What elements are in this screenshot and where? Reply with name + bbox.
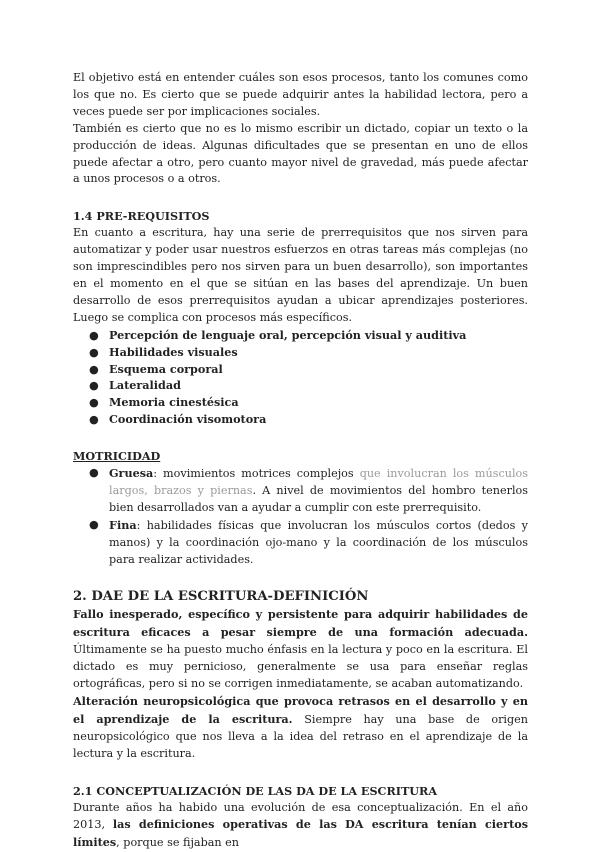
- bullet-icon: ●: [89, 344, 99, 359]
- list-item-fina: ● Fina: habilidades físicas que involucran los músculos cortos (dedos y manos) y la coordinación ojo-mano y la coordinación de los músculos para realizar actividades.: [89, 517, 528, 566]
- spacer: [73, 188, 528, 208]
- term-fina: Fina: [109, 517, 137, 532]
- intro-paragraph-1: El objetivo está en entender cuáles son esos procesos, tanto los comunes como los que no. Es cierto que se puede adquirir antes la habilidad lectora, pero a veces puede ser por implicaciones sociales.: [73, 71, 528, 118]
- bullet-icon: ●: [89, 361, 99, 376]
- spacer: [73, 568, 528, 588]
- conceptualizacion-paragraph: Durante años ha habido una evolución de esa conceptualización. En el año 2013, las definiciones operativas de las DA escritura tenían ciertos límites, porque se fijaban en: [73, 800, 528, 850]
- muted-text: que involucran los músculos largos, brazos y piernas: [109, 467, 529, 497]
- term-gruesa: Gruesa: [109, 466, 154, 481]
- bullet-icon: ●: [89, 517, 99, 531]
- intro-paragraph-2: También es cierto que no es lo mismo escribir un dictado, copiar un texto o la producción de ideas. Algunas dificultades que se presentan en uno de ellos puede afectar a otro, pero cuanto mayor nivel de gravedad, más puede afectar a unos procesos o a otros.: [73, 121, 528, 186]
- spacer: [73, 428, 528, 448]
- list-item: ● Lateralidad: [89, 378, 181, 393]
- list-item-gruesa: ● Gruesa: movimientos motrices complejos que involucran los músculos largos, brazos y piernas. A nivel de movimientos del hombro tenerlos bien desarrollados van a ayudar a cumplir con este prerrequisito.: [89, 466, 529, 514]
- section-heading-conceptualizacion: 2.1 CONCEPTUALIZACIÓN DE LAS DA DE LA ESCRITURA: [73, 783, 438, 798]
- bullet-icon: ●: [89, 378, 99, 393]
- bullet-icon: ●: [89, 466, 99, 480]
- section-heading-dae: 2. DAE DE LA ESCRITURA-DEFINICIÓN: [73, 589, 369, 605]
- prerequisitos-list: [73, 327, 528, 428]
- spacer: [73, 763, 528, 783]
- list-item: ● Habilidades visuales: [89, 344, 238, 359]
- list-item: ● Coordinación visomotora: [89, 412, 267, 427]
- dae-paragraph-2: Alteración neuropsicológica que provoca retrasos en el desarrollo y en el aprendizaje de la escritura. Siempre hay una base de origen neuropsicológico que nos lleva a la idea del retraso en el aprendizaje de la lectura y la escritura.: [73, 694, 529, 760]
- prerequisitos-paragraph: En cuanto a escritura, hay una serie de prerrequisitos que nos sirven para automatizar y poder usar nuestros esfuerzos en otras tareas más complejas (no son imprescindibles pero nos sirven para un buen desarrollo), son importantes en el momento en el que se sitúan en las bases del aprendizaje. Un buen desarrollo de esos prerrequisitos ayudan a ubicar aprendizajes posteriores. Luego se complica con procesos más específicos.: [73, 226, 528, 324]
- list-item: ● Esquema corporal: [89, 361, 223, 376]
- bullet-icon: ●: [89, 412, 99, 427]
- list-item: ● Percepción de lenguaje oral, percepción visual y auditiva: [89, 327, 467, 342]
- section-heading-prerequisitos: 1.4 PRE-REQUISITOS: [73, 209, 210, 224]
- section-heading-motricidad: MOTRICIDAD: [73, 449, 161, 464]
- motricidad-list: [73, 465, 528, 568]
- list-item: ● Memoria cinestésica: [89, 395, 239, 410]
- dae-paragraph-1: Fallo inesperado, específico y persistente para adquirir habilidades de escritura eficaces a pesar siempre de una formación adecuada. Últimamente se ha puesto mucho énfasis en la lectura y poco en la escritura. El dictado es muy pernicioso, generalmente se usa para enseñar reglas ortográficas, pero si no se corrigen inmediatamente, se acaban automatizando.: [73, 607, 528, 691]
- bullet-icon: ●: [89, 395, 99, 410]
- bullet-icon: ●: [89, 327, 99, 342]
